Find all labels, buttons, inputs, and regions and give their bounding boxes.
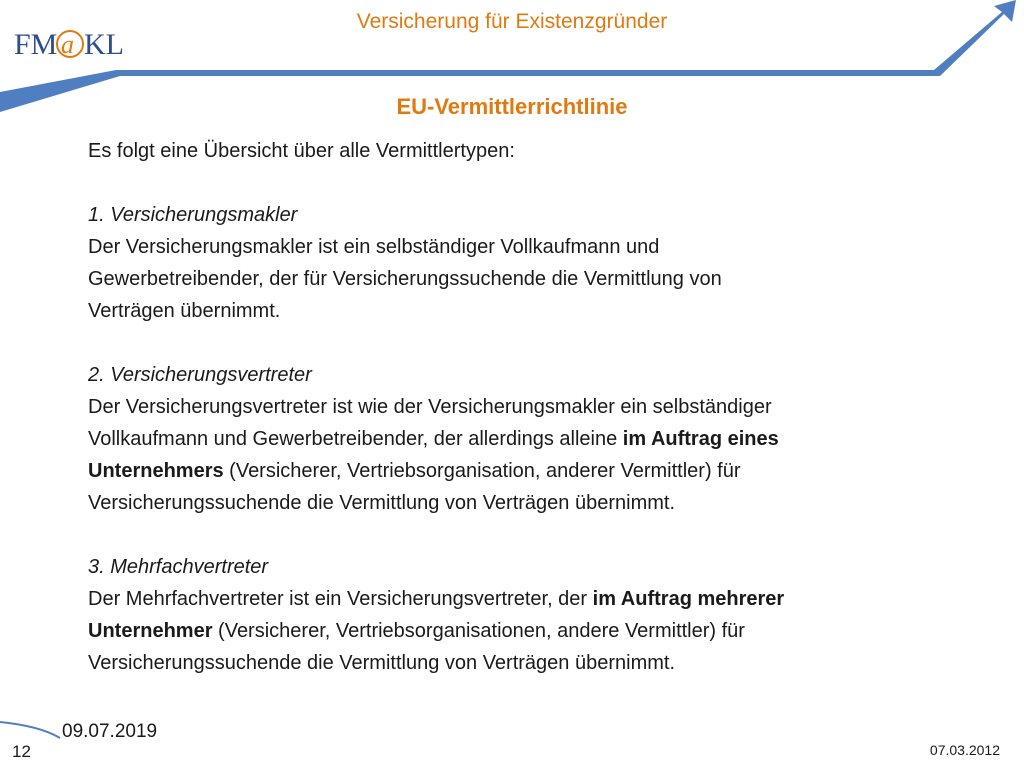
item-2-bold: Unternehmers xyxy=(88,460,224,482)
item-3-bold: Unternehmer xyxy=(88,620,213,642)
item-3-line xyxy=(88,615,968,647)
svg-text:FM: FM xyxy=(14,28,58,61)
item-3-bold: im Auftrag mehrerer xyxy=(592,588,785,610)
item-1-line: Verträgen übernimmt. xyxy=(88,300,281,322)
header-title: Versicherung für Existenzgründer xyxy=(356,10,668,33)
intro-text: Es folgt eine Übersicht über alle Vermittlertypen: xyxy=(88,140,515,162)
item-2-text: Vollkaufmann und Gewerbetreibender, der allerdings alleine xyxy=(88,428,623,450)
item-2-line xyxy=(88,423,968,455)
item-2-heading: 2. Versicherungsvertreter xyxy=(88,364,312,386)
item-2-line xyxy=(88,455,968,487)
item-1-line: Gewerbetreibender, der für Versicherungssuchende die Vermittlung von xyxy=(88,268,722,290)
item-2-line: Versicherungssuchende die Vermittlung von Verträgen übernimmt. xyxy=(88,492,676,514)
item-2-bold: im Auftrag eines xyxy=(622,428,779,450)
item-2-text: (Versicherer, Vertriebsorganisation, anderer Vermittler) für xyxy=(223,460,741,482)
slide-body xyxy=(88,135,968,679)
item-3-text: Der Mehrfachvertreter ist ein Versicherungsvertreter, der xyxy=(88,588,593,610)
item-3-heading: 3. Mehrfachvertreter xyxy=(88,556,269,578)
item-3-line xyxy=(88,583,968,615)
svg-text:a: a xyxy=(61,30,74,59)
item-3-text: (Versicherer, Vertriebsorganisationen, andere Vermittler) für xyxy=(212,620,745,642)
item-1-heading: 1. Versicherungsmakler xyxy=(88,204,298,226)
slide-title: EU-Vermittlerrichtlinie xyxy=(396,94,628,119)
page-number: 12 xyxy=(12,742,31,761)
item-3-line: Versicherungssuchende die Vermittlung von Verträgen übernimmt. xyxy=(88,652,676,674)
svg-text:KL: KL xyxy=(84,28,124,61)
footer-date: 09.07.2019 xyxy=(62,721,158,742)
item-1-line: Der Versicherungsmakler ist ein selbständiger Vollkaufmann und xyxy=(88,236,660,258)
item-2-line: Der Versicherungsvertreter ist wie der Versicherungsmakler ein selbständiger xyxy=(88,396,772,418)
footer-date-right: 07.03.2012 xyxy=(929,742,1000,758)
